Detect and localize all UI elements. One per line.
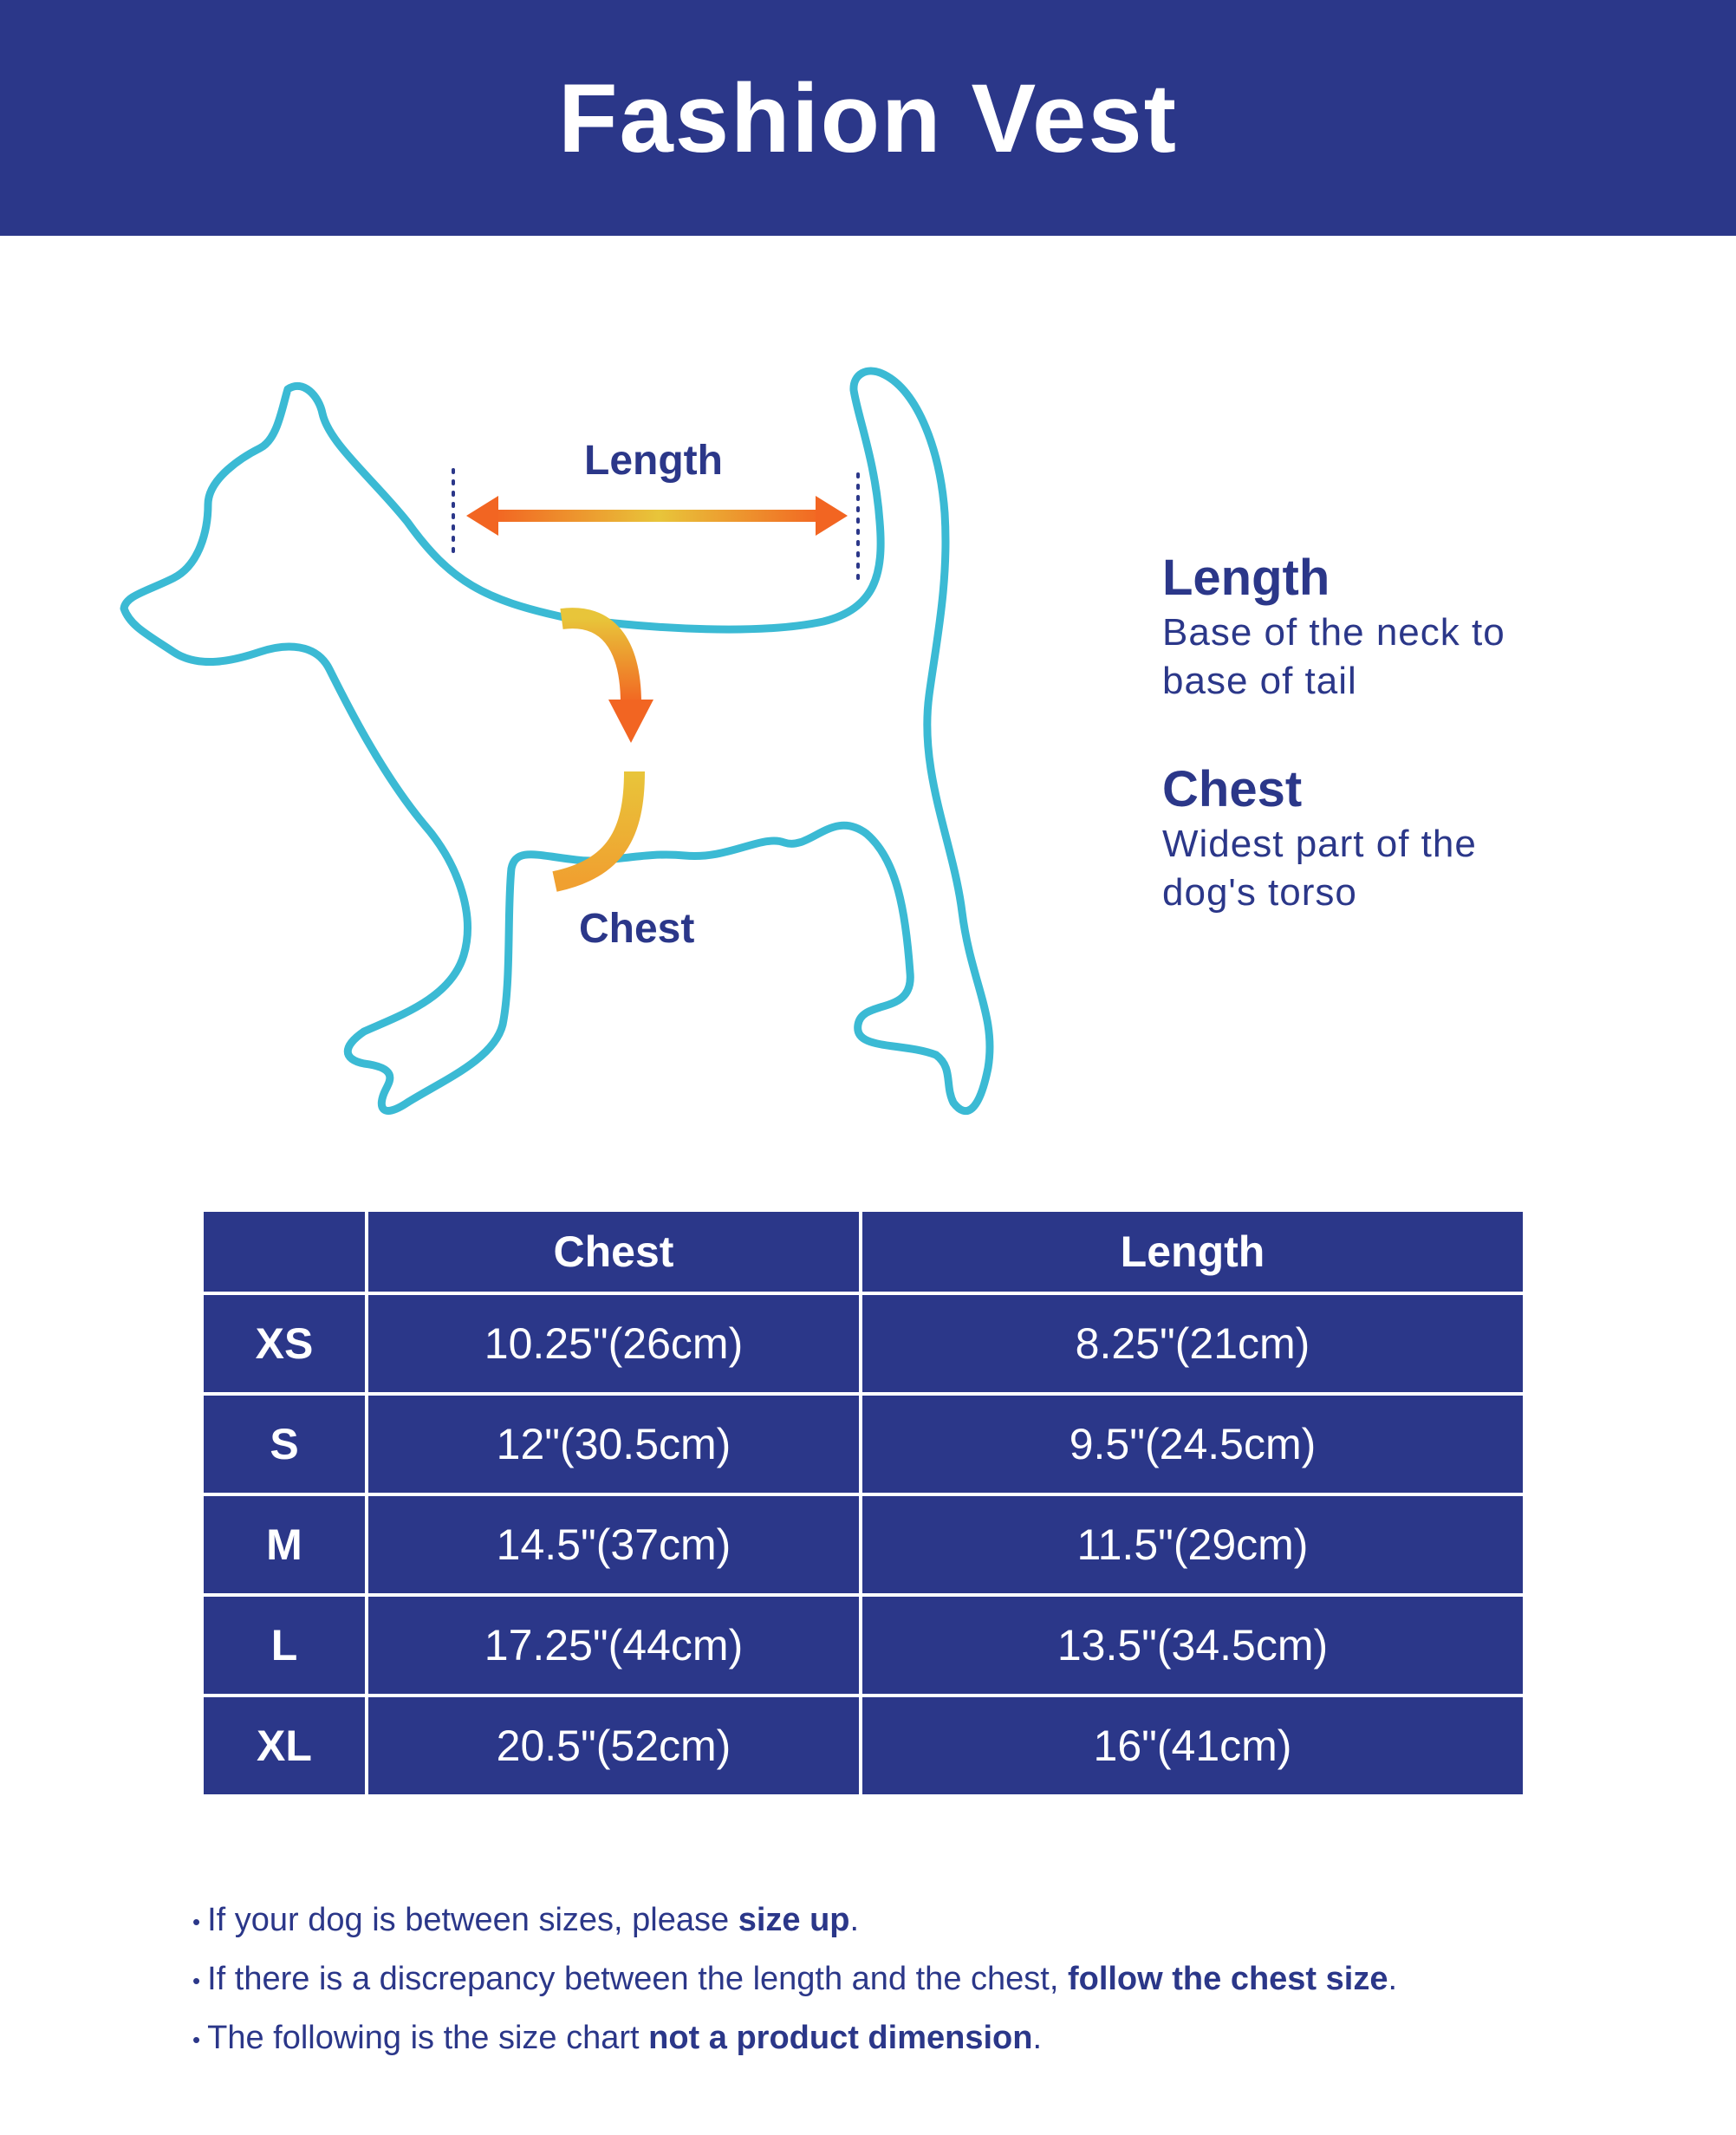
- legend-length: [1162, 548, 1648, 706]
- length-cell: 9.5"(24.5cm): [862, 1396, 1523, 1493]
- note-item: [192, 1891, 1397, 1950]
- length-cell: 13.5"(34.5cm): [862, 1597, 1523, 1694]
- chest-arrow: [555, 618, 653, 882]
- dog-outline: [124, 371, 990, 1111]
- note-end: .: [1032, 2019, 1043, 2056]
- length-arrow: [466, 496, 848, 536]
- table-header-row: [204, 1212, 1523, 1292]
- table-row: [204, 1496, 1523, 1593]
- bullet-icon: •: [192, 1908, 201, 1935]
- note-end: .: [1388, 1960, 1398, 1997]
- table-row: [204, 1396, 1523, 1493]
- size-table: [200, 1208, 1526, 1798]
- size-cell: M: [204, 1496, 365, 1593]
- table-row: [204, 1697, 1523, 1794]
- length-cell: 8.25"(21cm): [862, 1295, 1523, 1392]
- length-cell: 16"(41cm): [862, 1697, 1523, 1794]
- note-item: [192, 2009, 1397, 2068]
- chest-cell: 17.25"(44cm): [368, 1597, 859, 1694]
- page-title: Fashion Vest: [558, 63, 1178, 172]
- legend-chest-line-1: Widest part of the: [1162, 823, 1477, 865]
- notes-list: [192, 1891, 1397, 2068]
- table-header-chest: Chest: [368, 1212, 859, 1292]
- size-cell: XS: [204, 1295, 365, 1392]
- chest-cell: 20.5"(52cm): [368, 1697, 859, 1794]
- legend-chest-title: Chest: [1162, 761, 1303, 817]
- note-end: .: [849, 1902, 860, 1938]
- table-row: [204, 1295, 1523, 1392]
- size-cell: XL: [204, 1697, 365, 1794]
- measurement-diagram: [0, 236, 1736, 1172]
- legend-length-title: Length: [1162, 550, 1330, 606]
- table-row: [204, 1597, 1523, 1694]
- size-cell: L: [204, 1597, 365, 1694]
- bullet-icon: •: [192, 2026, 201, 2053]
- note-item: [192, 1950, 1397, 2009]
- chest-diagram-label: Chest: [579, 906, 695, 952]
- table-header-size: [204, 1212, 365, 1292]
- note-text: If there is a discrepancy between the length and the chest,: [207, 1960, 1068, 1997]
- chest-cell: 14.5"(37cm): [368, 1496, 859, 1593]
- table-header-length: Length: [862, 1212, 1523, 1292]
- note-emphasis: size up: [738, 1902, 850, 1938]
- legend-length-line-2: base of tail: [1162, 660, 1357, 702]
- length-diagram-label: Length: [584, 438, 723, 484]
- size-cell: S: [204, 1396, 365, 1493]
- title-banner: [0, 0, 1736, 236]
- legend-chest: [1162, 759, 1648, 917]
- note-emphasis: not a product dimension: [648, 2019, 1033, 2056]
- note-text: The following is the size chart: [207, 2019, 649, 2056]
- note-text: If your dog is between sizes, please: [207, 1902, 738, 1938]
- chest-cell: 10.25"(26cm): [368, 1295, 859, 1392]
- note-emphasis: follow the chest size: [1067, 1960, 1388, 1997]
- legend-chest-line-2: dog's torso: [1162, 871, 1357, 914]
- chest-cell: 12"(30.5cm): [368, 1396, 859, 1493]
- length-cell: 11.5"(29cm): [862, 1496, 1523, 1593]
- legend-length-line-1: Base of the neck to: [1162, 611, 1505, 654]
- bullet-icon: •: [192, 1967, 201, 1994]
